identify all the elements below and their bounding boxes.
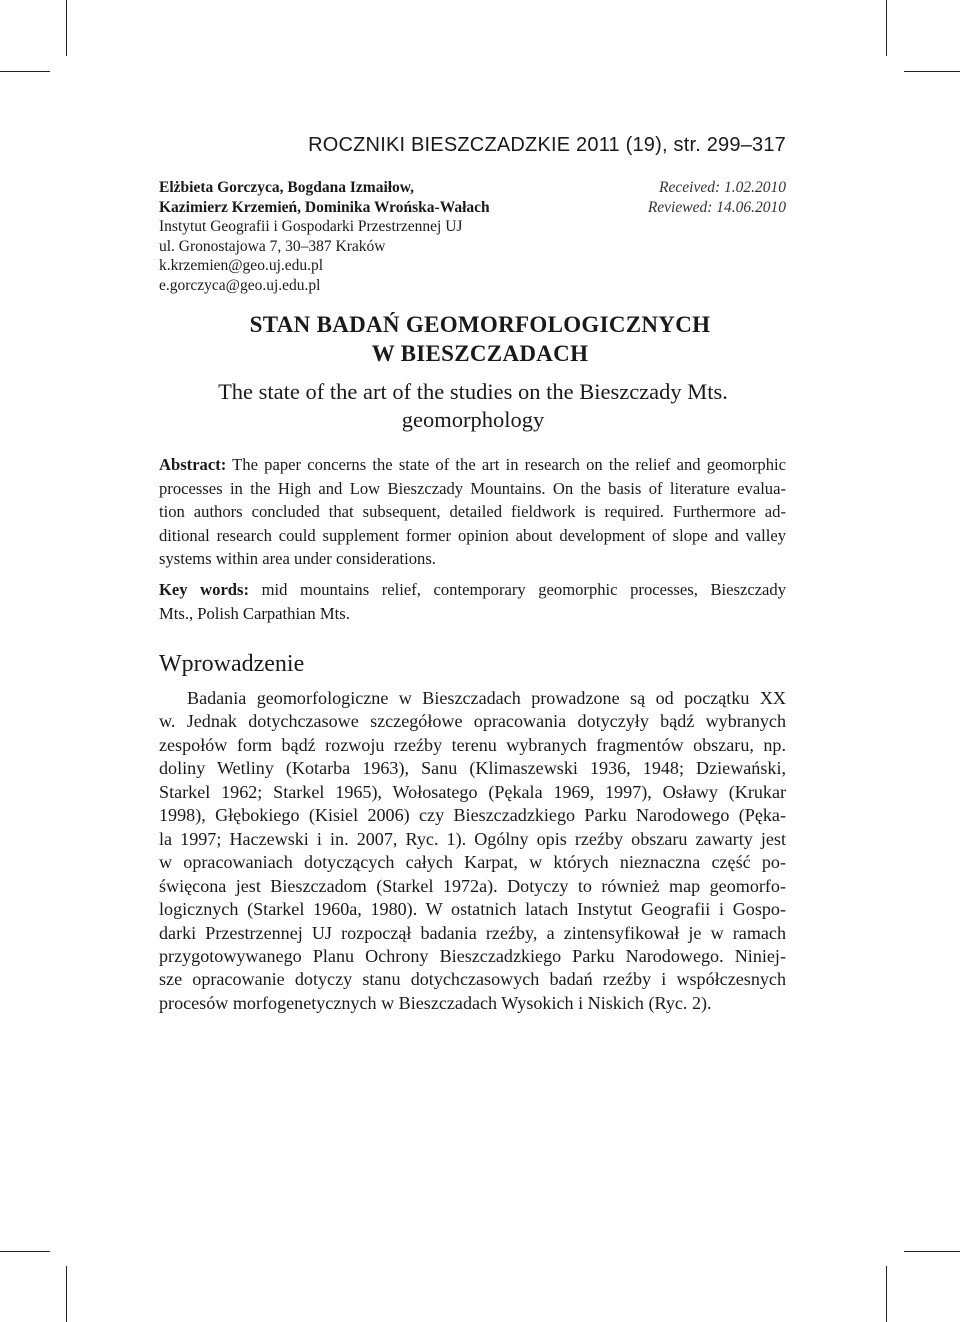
email-link[interactable]: k.krzemien@geo.uj.edu.pl [159,257,324,274]
english-title-line-1: The state of the art of the studies on the Bieszczady Mts. [218,379,728,404]
crop-mark [0,1251,50,1252]
body-line: 1998), Głębokiego (Kisiel 2006) czy Bieszczadzkiego Parku Narodowego (Pęka- [159,805,786,826]
body-line: logicznych (Starkel 1960a, 1980). W ostatnich latach Instytut Geografii i Gospo- [159,899,786,920]
body-line: darki Przestrzennej UJ rozpoczął badania rzeźby, a zintensyfikował je w ramach [159,922,786,943]
crop-mark [66,1266,67,1322]
received-date: Received: 1.02.2010 [659,179,786,196]
journal-header: ROCZNIKI BIESZCZADZKIE 2011 (19), str. 299–317 [308,134,786,156]
keywords-label: Key words: [159,580,250,599]
author-block [159,178,490,295]
body-line: doliny Wetliny (Kotarba 1963), Sanu (Klimaszewski 1936, 1948; Dziewański, [159,758,786,779]
paper-title [0,310,960,368]
body-line: święcona jest Bieszczadom (Starkel 1972a). Dotyczy to również map geomorfo- [159,875,786,896]
crop-mark [886,0,887,56]
dates-block [648,178,786,217]
abstract [159,453,786,571]
body-line: w opracowaniach dotyczących całych Karpat, w których nieznaczna część po- [159,852,786,873]
body-line: Badania geomorfologiczne w Bieszczadach prowadzone są od początku XX [187,688,786,708]
english-title [160,378,786,434]
crop-mark [904,1251,960,1252]
keywords-line: Key words: mid mountains relief, contemporary geomorphic processes, Bieszczady [159,580,787,599]
body-line: w. Jednak dotychczasowe szczegółowe opracowania dotyczyły bądź wybranych [159,711,786,732]
crop-mark [886,1266,887,1322]
keywords [159,578,786,625]
affiliation: Instytut Geografii i Gospodarki Przestrzennej UJ [159,218,463,235]
crop-mark [0,71,50,72]
abstract-line: Abstract: The paper concerns the state of the art in research on the relief and geomorphic [159,455,786,474]
abstract-line: processes in the High and Low Bieszczady Mountains. On the basis of literature evalua- [159,478,786,498]
section-heading: Wprowadzenie [159,651,305,677]
crop-mark [904,71,960,72]
body-line: sze opracowanie dotyczy stanu dotychczasowych badań rzeźby i współczesnych [159,969,786,990]
address: ul. Gronostajowa 7, 30–387 Kraków [159,237,386,255]
body-line: la 1997; Haczewski i in. 2007, Ryc. 1). Ogólny opis rzeźby obszaru zawarty jest [159,828,786,849]
body-line: procesów morfogenetycznych w Bieszczadach Wysokich i Niskich (Ryc. 2). [159,992,712,1013]
title-line-1: STAN BADAŃ GEOMORFOLOGICZNYCH [249,312,711,337]
body-text [159,687,786,1015]
abstract-label: Abstract: [159,455,227,474]
title-line-2: W BIESZCZADACH [371,341,589,366]
abstract-line: systems within area under considerations. [159,549,436,568]
body-line: zespołów form bądź rozwoju rzeźby terenu wybranych fragmentów obszaru, np. [159,734,786,755]
body-line: przygotowywanego Planu Ochrony Bieszczadzkiego Parku Narodowego. Niniej- [159,945,786,966]
email-link[interactable]: e.gorczyca@geo.uj.edu.pl [159,276,321,294]
body-line: Starkel 1962; Starkel 1965), Wołosatego (Pękala 1969, 1997), Osławy (Krukar [159,781,786,802]
crop-mark [66,0,67,56]
reviewed-date: Reviewed: 14.06.2010 [647,198,786,216]
author-names-line-2: Kazimierz Krzemień, Dominika Wrońska-Wałach [159,198,490,216]
author-names-line-1: Elżbieta Gorczyca, Bogdana Izmaiłow, [159,179,415,196]
keywords-line: Mts., Polish Carpathian Mts. [159,603,350,623]
abstract-line: tion authors concluded that subsequent, detailed fieldwork is required. Furthermore ad- [159,502,786,521]
english-title-line-2: geomorphology [401,407,545,432]
abstract-line: ditional research could supplement former opinion about development of slope and valley [159,525,786,545]
